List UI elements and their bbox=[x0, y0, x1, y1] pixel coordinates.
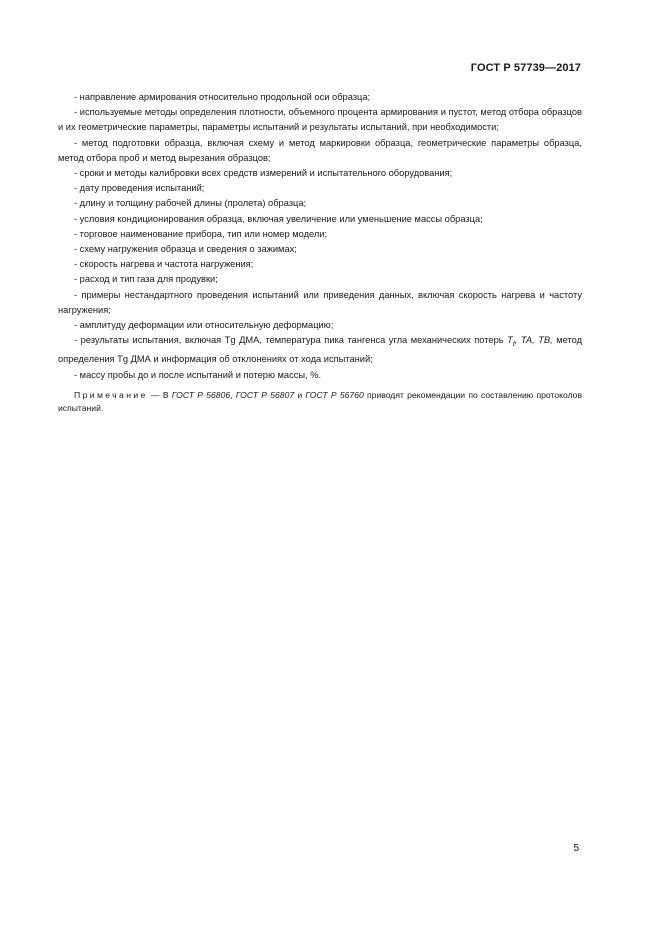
page-number: 5 bbox=[573, 843, 579, 854]
list-item: - сроки и методы калибровки всех средств измерений и испытательного оборудования; bbox=[74, 168, 453, 179]
list-item: - схему нагружения образца и сведения о зажимах; bbox=[74, 244, 297, 255]
list-item: - массу пробы до и после испытаний и потерю массы, %. bbox=[74, 369, 322, 380]
note-ref-2: ГОСТ Р 56807 bbox=[235, 389, 295, 400]
list-item: - направление армирования относительно продольной оси образца; bbox=[74, 92, 371, 102]
note-label: Примечание bbox=[74, 389, 148, 400]
note-ref-1: ГОСТ Р 56806 bbox=[171, 389, 231, 400]
t-symbol: T bbox=[507, 335, 513, 346]
list-item: - длину и толщину рабочей длины (пролета) образца; bbox=[74, 198, 307, 209]
list-item: - дату проведения испытаний; bbox=[74, 183, 205, 194]
t-subscript: t bbox=[512, 341, 515, 349]
results-text-after: метод определения Tg ДМА и информация об отклонениях от хода испытаний; bbox=[58, 335, 582, 365]
note-sep-1: , bbox=[230, 389, 236, 400]
results-text-before: - результаты испытания, включая Tg ДМА, температура пика тангенса угла механических потерь bbox=[74, 335, 508, 346]
symbols-rest: , TA, TB, bbox=[514, 335, 553, 346]
results-list-item bbox=[58, 333, 582, 367]
note-rest: приводят рекомендации по составлению протоколов испытаний. bbox=[58, 389, 583, 414]
note-ref-3: ГОСТ Р 56760 bbox=[305, 389, 364, 400]
list-item: - амплитуду деформации или относительную деформацию; bbox=[74, 320, 334, 331]
list-item: - примеры нестандартного проведения испытаний или приведения данных, включая скорость нагрева и частоту нагружения; bbox=[58, 289, 582, 315]
note-sep-2: и bbox=[294, 389, 306, 400]
list-item: - используемые методы определения плотности, объемного процента армирования и пустот, метод отбора образцов и их геометрические параметры, параметры испытаний и результаты испытаний, при необходимости; bbox=[58, 107, 582, 133]
note-paragraph bbox=[58, 389, 582, 416]
list-item: - метод подготовки образца, включая схему и метод маркировки образца, геометрические параметры образца, метод отбора проб и метод вырезания образцов; bbox=[58, 137, 582, 163]
list-item: - скорость нагрева и частота нагружения; bbox=[74, 259, 254, 270]
document-body bbox=[58, 90, 582, 424]
list-item: - условия кондиционирования образца, включая увеличение или уменьшение массы образца; bbox=[74, 213, 483, 224]
list-item: - торговое наименование прибора, тип или номер модели; bbox=[74, 228, 328, 239]
document-header: ГОСТ Р 57739—2017 bbox=[470, 62, 581, 74]
list-item: - расход и тип газа для продувки; bbox=[74, 274, 218, 285]
note-dash: — В bbox=[147, 389, 172, 400]
